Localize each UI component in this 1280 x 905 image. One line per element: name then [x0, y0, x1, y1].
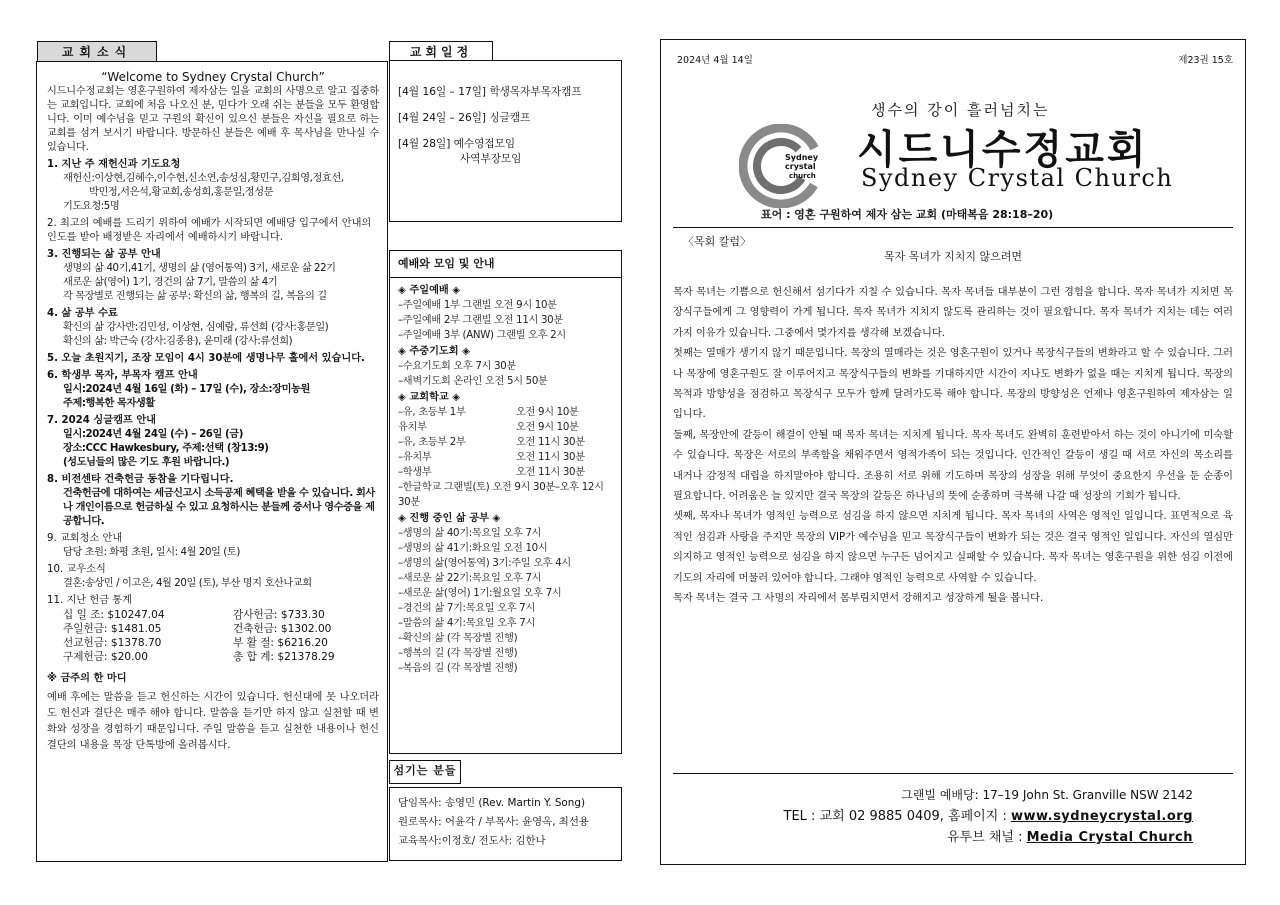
servant-line: 담임목사: 송영민 (Rev. Martin Y. Song)	[398, 797, 586, 809]
worship-row	[398, 435, 613, 450]
logo-text: crystal	[785, 162, 816, 171]
worship-row	[398, 328, 613, 343]
youtube-label: 유투브 채널 :	[947, 830, 1027, 845]
intro-text: 시드니수정교회는 영혼구원하여 제자삼는 일을 교회의 사명으로 알고 집중하는 교회입니다. 교회에 처음 나오신 분, 믿다가 오래 쉬는 분들을 모두 환영합니다. 이미 예수님을 믿고 구원의 확신이 있으신 분들은 자신을 필요로 하는 교회를 섬겨 보시기 바랍니다. 방문하신 분들은 예배 후 목사님을 만나실 수 있습니다.	[47, 86, 379, 153]
issue-volume: 제23권 15호	[1178, 55, 1233, 66]
worship-time: 오전 11시 30분	[516, 467, 585, 478]
news-sub: (성도님들의 많은 기도 후원 바랍니다.)	[63, 457, 230, 468]
worship-row	[398, 601, 613, 616]
schedule-row	[398, 137, 613, 152]
worship-row	[398, 405, 613, 420]
news-sub: 각 목장별로 진행되는 삶 공부: 확신의 삶, 행복의 길, 복음의 길	[63, 291, 327, 302]
worship-item: –주일예배 1부 그랜빌 오전 9시 10분	[398, 300, 557, 311]
news-item: 5. 오늘 초원지기, 조장 모임이 4시 30분에 생명나무 홀에서 있습니다.	[47, 353, 365, 364]
worship-row	[398, 450, 613, 465]
news-box	[36, 61, 388, 862]
schedule-event: 싱글캠프	[489, 112, 531, 124]
worship-item: –복음의 길 (각 목장별 진행)	[398, 663, 518, 674]
worship-list	[390, 278, 621, 680]
worship-category: ◈ 교회학교 ◈	[398, 392, 461, 403]
schedule-date: [4월 16일 – 17일]	[398, 86, 487, 98]
schedule-event-2: 사역부장모임	[460, 153, 522, 165]
worship-item: –생명의 삶(영어통역) 3기:주일 오후 4시	[398, 558, 571, 569]
worship-row	[398, 646, 613, 661]
offering-cell: 십 일 조: $10247.04	[63, 609, 165, 621]
worship-row	[398, 631, 613, 646]
offering-table	[47, 608, 379, 664]
offering-cell: 선교헌금: $1378.70	[63, 637, 162, 649]
schedule-box	[389, 60, 622, 222]
address: 그랜빌 예배당: 17–19 John St. Granville NSW 2142	[901, 788, 1193, 802]
offering-cell: 주일헌금: $1481.05	[63, 623, 162, 635]
worship-item: 유치부	[398, 422, 427, 433]
worship-item: –한글학교 그랜빌(토) 오전 9시 30분–오후 12시 30분	[398, 482, 604, 508]
contact-line	[784, 806, 1193, 827]
worship-item: –유, 초등부 1부	[398, 407, 466, 418]
tel-label: TEL : 교회 02 9885 0409, 홈페이지 :	[783, 809, 1011, 824]
worship-item: –생명의 삶 40기:목요일 오후 7시	[398, 528, 542, 539]
youtube-line	[784, 827, 1193, 848]
logo-text: church	[789, 172, 816, 180]
worship-row	[398, 465, 613, 480]
worship-row	[398, 571, 613, 586]
schedule-tab: 교회일정	[389, 41, 493, 63]
issue-date: 2024년 4월 14일	[677, 55, 753, 66]
news-sub: 재헌신:이상현,김혜수,이수현,신소연,송성심,황민구,김희영,정효선,	[63, 173, 344, 184]
news-item: 3. 진행되는 삶 공부 안내	[47, 249, 161, 260]
church-name-korean: 시드니수정교회	[857, 126, 1149, 173]
news-item: 6. 학생부 목자, 부목자 캠프 안내	[47, 370, 198, 381]
youtube-link[interactable]: Media Crystal Church	[1026, 830, 1193, 845]
news-sub: 건축헌금에 대하여는 세금신고시 소득공제 혜택을 받을 수 있습니다. 회사나 개인이름으로 헌금하실 수 있고 요청하시는 분들께 증서나 영수증을 제공합니다.	[63, 488, 375, 527]
servants-tab: 섬기는 분들	[389, 760, 461, 784]
news-item: 7. 2024 싱글캠프 안내	[47, 415, 156, 426]
issue-info	[677, 52, 1233, 66]
offering-cell: 구제헌금: $20.00	[63, 651, 148, 663]
worship-time: 오전 11시 30분	[516, 437, 585, 448]
column-paragraph: 첫째는 열매가 생기지 않기 때문입니다. 목장의 열매라는 것은 영혼구원이 있거나 목장식구들의 변화라고 할 수 있습니다. 그러나 목장에 영혼구원도 잘 이루어지고 목장식구들의 변화를 기대하지만 시간이 지나도 변화가 없을 때는 지치게 됩니다. 목장의 목적과 방향성을 점검하고 목장식구 모두가 함께 달려가도록 해야 합니다. 목장의 방향성은 언제나 영혼구원하여 제자삼는 일입니다.	[673, 348, 1233, 421]
worship-row	[398, 374, 613, 389]
tagline: 생수의 강이 흘러넘치는	[871, 101, 1050, 119]
offering-cell: 총 합 계: $21378.29	[233, 651, 335, 663]
news-sub: 기도요청:5명	[63, 201, 120, 212]
worship-item: –새로운 삶 22기:목요일 오후 7시	[398, 573, 542, 584]
schedule-event: 학생목자부목자캠프	[489, 86, 582, 98]
worship-row	[398, 420, 613, 435]
schedule-row	[398, 85, 613, 100]
divider	[673, 227, 1233, 228]
schedule-date: [4월 24일 – 26일]	[398, 112, 487, 124]
news-sub: 일시:2024년 4월 16일 (화) – 17일 (수), 장소:장미농원	[63, 384, 310, 395]
news-tab: 교회소식	[37, 41, 157, 63]
news-item: 9. 교회청소 안내	[47, 533, 123, 544]
weekly-word-text: 예배 후에는 말씀을 듣고 헌신하는 시간이 있습니다. 헌신대에 못 나오더라도 헌신과 결단은 매주 해야 합니다. 말씀을 듣기만 하지 않고 실천할 때 변화와 성장을 경험하기 때문입니다. 주일 말씀을 듣고 실천한 내용이나 헌신결단의 내용을 목장 단톡방에 올려봅시다.	[47, 692, 379, 751]
column-paragraph: 둘째, 목장안에 갈등이 해결이 안될 때 목자 목녀는 지치게 됩니다. 목자 목녀도 완벽히 훈련받아서 하는 것이 아니기에 미숙할 수 있습니다. 목장은 서로의 부족함을 채워주면서 영적가족이 되는 것입니다. 인간적인 갈등이 생길 때 서로 자신의 목소리를 내거나 감정적 대립을 하지말아야 합니다. 조용히 서로 위해 기도하며 목장의 성장을 위해 무엇이 중요한지 우선을 둔 순종이 필요합니다. 어려움은 늘 있지만 결국 목장의 갈등은 하나님의 뜻에 순종하며 극복해 나갈 때 성장의 기회가 됩니다.	[673, 429, 1233, 503]
worship-item: –경건의 삶 7기:목요일 오후 7시	[398, 603, 535, 614]
worship-row	[398, 586, 613, 601]
worship-item: –주일예배 2부 그랜빌 오전 11시 30분	[398, 315, 563, 326]
news-item: 11. 지난 헌금 통계	[47, 595, 132, 606]
worship-category: ◈ 진행 중인 삶 공부 ◈	[398, 513, 501, 524]
news-item: 2. 최고의 예배를 드리기 위하여 예배가 시작되면 예배당 입구에서 안내의 인도를 받아 배정받은 자리에서 예배하시기 바랍니다.	[47, 218, 372, 243]
schedule-row	[398, 111, 613, 126]
worship-item: –학생부	[398, 467, 432, 478]
news-sub: 박민정,서은석,황교희,송성희,홍문일,정성문	[89, 187, 274, 198]
news-item: 8. 비전센타 건축헌금 동참을 기다립니다.	[47, 474, 234, 485]
offering-cell: 건축헌금: $1302.00	[233, 623, 332, 635]
worship-row	[398, 541, 613, 556]
divider	[673, 773, 1233, 774]
servant-line: 원로목사: 어윤각 / 부목사: 윤영옥, 최선용	[398, 816, 589, 828]
offering-cell: 감사헌금: $733.30	[233, 609, 325, 621]
worship-row	[398, 313, 613, 328]
worship-category: ◈ 주일예배 ◈	[398, 285, 461, 296]
news-item: 4. 삶 공부 수료	[47, 308, 118, 319]
worship-time: 오전 11시 30분	[516, 452, 585, 463]
worship-row	[398, 616, 613, 631]
worship-item: –새벽기도회 온라인 오전 5시 50분	[398, 376, 548, 387]
servant-line: 교육목사:이정호/ 전도사: 김한나	[398, 835, 546, 847]
column-paragraph: 셋째, 목자나 목녀가 영적인 능력으로 섬김을 하지 않으면 지치게 됩니다. 목자 목녀의 사역은 영적인 일입니다. 표면적으로 육적인 섬김과 사랑을 주지만 목장의 VIP가 예수님을 믿고 목장식구들이 변화가 되는 것은 결국 영적인 일입니다. 자신의 열심만 의지하고 영적인 능력으로 섬김을 하지 않으면 누구든 넘어지고 실패할 수 있습니다. 목자 목녀는 영혼구원을 위한 섬김 이전에 기도의 자리에 머물러 있어야 합니다. 그래야 영적인 능력으로 사역할 수 있습니다.	[673, 511, 1233, 584]
news-sub: 확신의 삶 강사반:김민성, 이상현, 심예람, 류선희 (강사:홍문일)	[63, 322, 329, 333]
servants-box	[389, 787, 622, 861]
worship-item: –주일예배 3부 (ANW) 그랜빌 오후 2시	[398, 330, 566, 341]
news-sub: 담당 초원: 화평 초원, 일시: 4월 20일 (토)	[63, 547, 240, 558]
news-sub: 장소:CCC Hawkesbury, 주제:선택 (창13:9)	[63, 443, 269, 454]
news-sub: 주제:행복한 목자생활	[63, 398, 155, 409]
worship-item: –말씀의 삶 4기:목요일 오후 7시	[398, 618, 535, 629]
news-sub: 일시:2024년 4월 24일 (수) – 26일 (금)	[63, 429, 243, 440]
worship-item: –행복의 길 (각 목장별 진행)	[398, 648, 518, 659]
front-page	[660, 39, 1246, 865]
worship-row	[398, 661, 613, 676]
column-paragraph: 목자 목녀는 결국 그 사명의 자리에서 몸부림치면서 강해지고 성장하게 될을 봅니다.	[673, 593, 1044, 605]
news-item: 1. 지난 주 재헌신과 기도요청	[47, 159, 181, 170]
worship-time: 오전 9시 10분	[516, 422, 579, 433]
column-title: 목자 목녀가 지치지 않으려면	[883, 250, 1022, 263]
schedule-date: [4월 28일]	[398, 138, 451, 150]
news-sub: 확신의 삶: 박근숙 (강사:김종용), 윤미래 (강사:류선희)	[63, 336, 293, 347]
offering-cell: 부 활 절: $6216.20	[233, 637, 328, 649]
website-link[interactable]: www.sydneycrystal.org	[1010, 809, 1193, 824]
church-motto: 표어 : 영혼 구원하여 제자 삼는 교회 (마태복음 28:18–20)	[761, 208, 1054, 221]
worship-box	[389, 250, 622, 754]
news-item: 10. 교우소식	[47, 564, 106, 575]
column-label: 〈목회 칼럼〉	[683, 235, 752, 248]
worship-item: –유, 초등부 2부	[398, 437, 466, 448]
worship-item: –확신의 삶 (각 목장별 진행)	[398, 633, 518, 644]
worship-category: ◈ 주중기도회 ◈	[398, 346, 470, 357]
worship-row	[398, 298, 613, 313]
worship-row	[398, 556, 613, 571]
worship-item: –새로운 삶(영어) 1기:월요일 오후 7시	[398, 588, 562, 599]
news-sub: 새로운 삶(영어) 1기, 경건의 삶 7기, 말씀의 삶 4기	[63, 277, 278, 288]
column-body	[673, 283, 1233, 610]
news-sub: 생명의 삶 40기,41기, 생명의 삶 (영어통역) 3기, 새로운 삶 22기	[63, 263, 336, 274]
worship-item: –유치부	[398, 452, 432, 463]
church-name-english: Sydney Crystal Church	[861, 164, 1174, 192]
contact-block	[784, 785, 1193, 848]
worship-row	[398, 480, 613, 510]
news-sub: 결혼:송상민 / 이고은, 4월 20일 (토), 부산 명지 호산나교회	[63, 578, 312, 589]
column-paragraph: 목자 목녀는 기쁨으로 헌신해서 섬기다가 지칠 수 있습니다. 목자 목녀들 대부분이 그런 경험을 합니다. 목자 목녀가 지치면 목장식구들에게 그 영향력이 가게 됩니다. 목자 목녀가 지치지 않도록 관리하는 것이 필요합니다. 목자 목녀가 지치는 데는 여러가지 이유가 있습니다. 그중에서 몇가지를 생각해 보겠습니다.	[673, 287, 1233, 339]
church-logo-icon	[739, 124, 823, 208]
worship-row	[398, 359, 613, 374]
worship-item: –수요기도회 오후 7시 30분	[398, 361, 517, 372]
worship-row	[398, 526, 613, 541]
worship-title: 예배와 모임 및 안내	[390, 251, 621, 278]
worship-item: –생명의 삶 41기:화요일 오전 10시	[398, 543, 548, 554]
worship-time: 오전 9시 10분	[516, 407, 579, 418]
welcome-heading: “Welcome to Sydney Crystal Church”	[101, 70, 325, 84]
schedule-event: 예수영접모임	[453, 138, 516, 150]
weekly-word-heading: ※ 금주의 한 마디	[47, 673, 127, 684]
logo-text: Sydney	[785, 153, 819, 162]
